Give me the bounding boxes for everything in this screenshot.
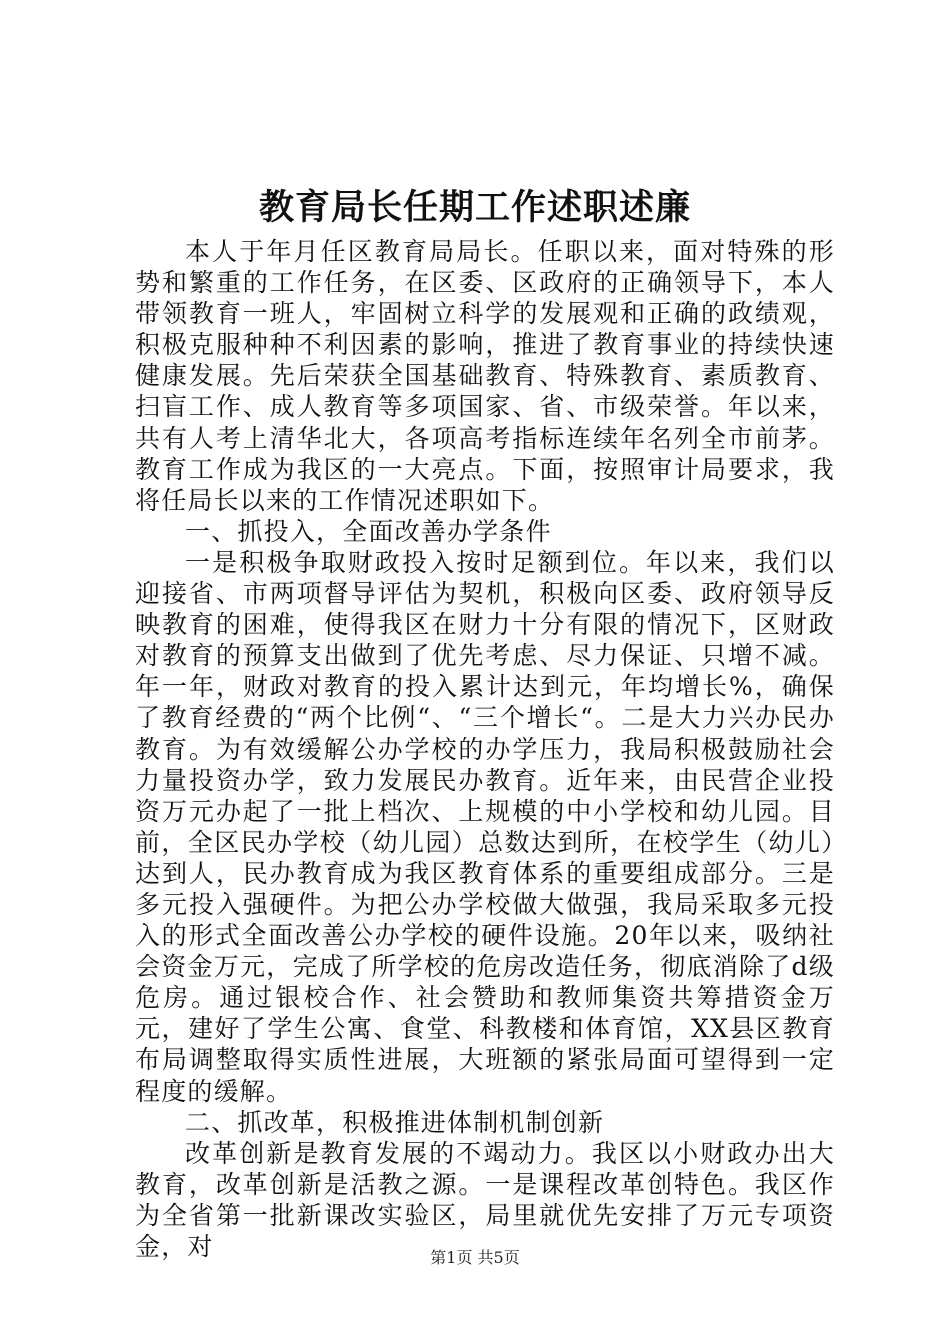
paragraph-intro: 本人于年月任区教育局局长。任职以来，面对特殊的形势和繁重的工作任务，在区委、区政府的正确领导下，本人带领教育一班人，牢固树立科学的发展观和正确的政绩观，积极克服种种不利因素的影响，推进了教育事业的持续快速健康发展。先后荣获全国基础教育、特殊教育、素质教育、扫盲工作、成人教育等多项国家、省、市级荣誉。年以来，共有人考上清华北大，各项高考指标连续年名列全市前茅。教育工作成为我区的一大亮点。下面，按照审计局要求，我将任局长以来的工作情况述职如下。 <box>135 237 835 515</box>
document-body <box>135 236 835 1262</box>
document-title: 教育局长任期工作述职述廉 <box>258 187 691 228</box>
paragraph-section-1: 一是积极争取财政投入按时足额到位。年以来，我们以迎接省、市两项督导评估为契机，积极向区委、政府领导反映教育的困难，使得我区在财力十分有限的情况下，区财政对教育的预算支出做到了优先考虑、尽力保证、只增不减。年一年，财政对教育的投入累计达到元，年均增长%，确保了教育经费的“两个比例“、“三个增长“。二是大力兴办民办教育。为有效缓解公办学校的办学压力，我局积极鼓励社会力量投资办学，致力发展民办教育。近年来，由民营企业投资万元办起了一批上档次、上规模的中小学校和幼儿园。目前，全区民办学校（幼儿园）总数达到所，在校学生（幼儿）达到人，民办教育成为我区教育体系的重要组成部分。三是多元投入强硬件。为把公办学校做大做强，我局采取多元投入的形式全面改善公办学校的硬件设施。20年以来，吸纳社会资金万元，完成了所学校的危房改造任务，彻底消除了d级危房。通过银校合作、社会赞助和教师集资共筹措资金万元，建好了学生公寓、食堂、科教楼和体育馆，XX县区教育布局调整取得实质性进展，大班额的紧张局面可望得到一定程度的缓解。 <box>135 547 835 1106</box>
section-heading-1: 一、抓投入，全面改善办学条件 <box>185 516 552 546</box>
page-footer: 第1页 共5页 <box>430 1248 520 1267</box>
section-heading-2: 二、抓改革，积极推进体制机制创新 <box>185 1107 605 1137</box>
paragraph-section-2: 改革创新是教育发展的不竭动力。我区以小财政办出大教育，改革创新是活教之源。一是课程改革创特色。我区作为全省第一批新课改实验区，局里就优先安排了万元专项资金，对 <box>135 1138 835 1261</box>
